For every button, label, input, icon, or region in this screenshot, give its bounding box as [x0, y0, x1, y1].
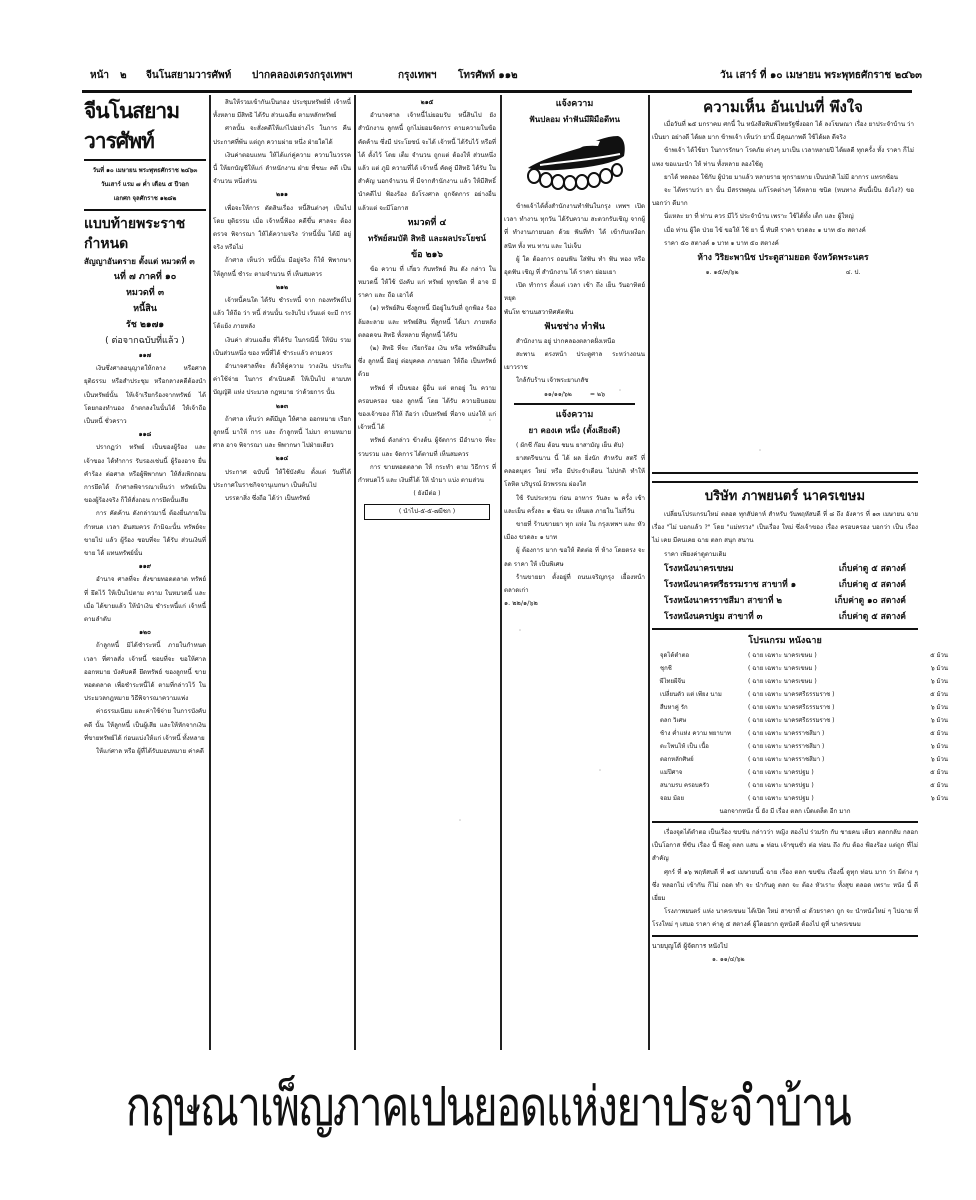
divider	[84, 209, 206, 211]
film-title: จุดไต้ตำตอ	[660, 651, 690, 659]
film-reels: ๕ ม้วน	[930, 768, 948, 776]
film-title: ช้าง ค่ำแห่ง ความ พยาบาท	[660, 729, 731, 737]
paragraph: ร้านขายยา ตั้งอยู่ที่ ถนนเจริญกรุง เยื้องหน้า ตลาดเก่า	[504, 573, 645, 595]
venue-price: เก็บค่าดู ๕ สตางค์	[838, 579, 906, 590]
film-reels: ๖ ม้วน	[930, 755, 948, 763]
issue-date: วัน เสาร์ ที่ ๑๐ เมษายน พระพุทธศักราช ๒๔๖๓	[720, 70, 922, 81]
paragraph: เพื่อจะให้การ ตัดสินเรื่อง หนี้สินต่างๆ เป็นไปโดย ยุติธรรม เมื่อ เจ้าหนี้ฟ้อง คดีขึ้น ศาลจะ ต้อง ตรวจ พิจารณา ให้ได้ความจริง ว่าหนี้นั้น ได้มี อยู่จริง หรือไม่	[213, 204, 351, 252]
paragraph: เจ้าหนี้คนใด ได้รับ ชำระหนี้ จาก กองทรัพย์ไป แล้ว ให้ถือ ว่า หนี้ ส่วนนั้น ระงับไป เว้นแต่ จะมี การ โต้แย้ง ภายหลัง	[213, 297, 351, 331]
venue-row	[652, 577, 918, 593]
article-number: ๒๑๓	[275, 402, 289, 410]
paragraph: การ คัดค้าน ดังกล่าวมานี้ ต้องยื่นภายในกำหนด เวลา อันสมควร ถ้ามิฉะนั้น ทรัพย์จะขายไป แล้ว ผู้ร้อง ชอบที่จะ ได้รับ ส่วนเงินที่ขาย ได้ แทนทรัพย์นั้น	[84, 510, 206, 558]
paragraph: เงินค่าตอบแทน ให้ได้แก่คู่ความ ความในวรรคนี้ ให้ยกบัญชีให้แก่ ลำหนักงาน ฝ่าย ที่ชนะ คดี เป็นจำนวน หนึ่งส่วน	[213, 151, 351, 186]
divider	[652, 481, 918, 483]
film-title: สืบหาคู่ รัก	[660, 703, 688, 711]
divider	[652, 628, 918, 630]
notice-title: แจ้งความ	[555, 409, 594, 420]
notice-heading: ฟันปลอม ทำฟันมีฝีมือดีทน	[529, 115, 620, 124]
paragraph: ประกาศ ฉบับนี้ ให้ใช้บังคับ ตั้งแต่ วันที่ได้ ประกาศในราชกิจจานุเบกษา เป็นต้นไป	[213, 468, 351, 489]
film-row	[652, 727, 948, 740]
paragraph: ถ้าศาล เห็นว่า หนี้นั้น มีอยู่จริง ก็ให้ พิพากษา ให้ลูกหนี้ ชำระ ตามจำนวน ที่ เห็นสมควร	[213, 257, 351, 278]
paragraph: อำนาจศาล เจ้าหนี้ไม่ยอมรับ หนี้สินไป ยัง สำนักงาน ลูกหนี้ ถูกไม่ยอมจัดการ ตามความในข้อ คัดค้าน ซึ่งมี ประโยชน์ จะได้ เจ้าหนี้ ได้รับไว้ หรือที่ได้ ตั้งไว้ โดย เต็ม จำนวน ถูกแต่ ต้องให้ ส่วนหนึ่ง แล้ว แต่ ภูมิ ความที่ได้ เจ้าหนี้ คัดคู่ มีสิทธิ ได้รับ ในสำคัญ นอกจำนวน ที่ มีจากสำนักงาน แล้ว ให้มีสิทธิ์ นำคดีไป ฟ้องร้อง ยังโรงศาล ถูกจัดการ อย่างอื่น แล้วแต่ จะมีโอกาส	[358, 112, 496, 212]
section-sub: นที่ ๗ ภาคที่ ๑๐	[113, 272, 177, 282]
paragraph: ผู้ ใด ต้องการ ถอนฟัน ใส่ฟัน ทำ ฟัน ทอง หรือ อุดฟัน เชิญ ที่ สำนักงาน ได้ ราคา ย่อมเยา	[504, 255, 645, 277]
continued-note: ( ต่อจากฉบับที่แล้ว )	[105, 336, 185, 346]
paragraph: นี่แหละ ยา ที่ ท่าน ควร มีไว้ ประจำบ้าน เพราะ ใช้ได้ทั้ง เด็ก และ ผู้ใหญ่	[664, 213, 854, 221]
chapter-title: ทรัพย์สมบัติ สิทธิ และผลประโยชน์	[367, 233, 487, 243]
date-line	[504, 388, 645, 401]
theatre-title: บริษัท ภาพยนตร์ นาครเขษม	[704, 489, 866, 504]
film-venue: ( ฉาย เฉพาะ นาครศรีธรรมราช )	[748, 716, 835, 724]
paragraph: อำนาจ ศาลที่จะ สั่งขายทอดตลาด ทรัพย์ที่ ยึดไว้ ให้เป็นไปตาม ความ ในหมวดนี้ และเมื่อ ได้ขายแล้ว ให้นำเงิน ชำระหนี้แก่ เจ้าหนี้ ตามลำดับ	[84, 576, 206, 624]
column-divider	[500, 95, 502, 1050]
film-reels: ๖ ม้วน	[930, 703, 948, 711]
paragraph: ข้อ ความ ที่ เกี่ยว กับทรัพย์ สิน ดัง กล่าว ใน หมวดนี้ ให้ใช้ บังคับ แก่ ทรัพย์ ทุกชนิด ที่ อาจ มี ราคา และ ถือ เอาได้	[358, 265, 496, 300]
chapter-label: หมวดที่ ๓	[126, 288, 164, 298]
issue-line: วันเสาร์ แรม ๗ ค่ำ เดือน ๕ ปีวอก	[101, 181, 189, 188]
film-row	[652, 766, 948, 779]
column-1	[84, 96, 206, 1051]
sig-date: ๑. ๑๕/๓/๖๒	[705, 269, 739, 277]
film-title: ชุกชี	[660, 664, 672, 672]
paragraph: บรรดาสิ่ง ซึ่งถือ ได้ว่า เป็นทรัพย์	[225, 495, 310, 503]
paragraph: ใช้ รับประทาน ก่อน อาหาร วันละ ๒ ครั้ง เช้า และเย็น ครั้งละ ๑ ช้อน จะ เห็นผล ภายใน ไม่กี่วัน	[504, 494, 645, 515]
film-row	[652, 740, 948, 753]
office-location: ปากคลองเตรงกรุงเทพฯ	[252, 70, 353, 81]
paragraph: ข้าพเจ้า ได้ใช้ยา ในการรักษา โรคภัย ต่างๆ มาเป็น เวลาหลายปี ได้ผลดี ทุกครั้ง ทั้ง ราคา ก็ไม่แพง ขอแนะนำ ให้ ท่าน ทั้งหลาย ลองใช้ดู	[652, 147, 914, 168]
section-rule	[652, 472, 918, 474]
masthead: จีนโนสยามวารศัพท์	[84, 98, 180, 153]
film-title: ตะโพนไห้ เป็น เนื้อ	[660, 742, 709, 750]
article-number: ๑๑๘	[138, 431, 152, 439]
phone-label: โทรศัพท์ ๑๑๒	[458, 70, 518, 81]
film-reels: ๕ ม้วน	[930, 781, 948, 789]
article-number: ๑๑๗	[138, 352, 152, 359]
film-reels: ๖ ม้วน	[930, 677, 948, 685]
price-line: ราคา ๕๐ สตางค์ ๑ บาท ๑ บาท ๕๐ สตางค์	[664, 239, 779, 247]
venue-row	[652, 561, 918, 577]
signature-codes	[652, 266, 914, 279]
paragraph: สะพาน ตรงหน้า ประตูศาล ระหว่างถนนเยาวราช	[504, 351, 645, 372]
film-row	[652, 779, 948, 792]
date-suffix: = ๒๖	[589, 390, 606, 398]
film-title: ผีไทยผีจีน	[660, 677, 686, 685]
paragraph: ศุกร์ ที่ ๑๖ พฤหัสบดี ที่ ๑๕ เมษายนนี้ ฉาย เรื่อง ตลก ขบขัน เรื่องนี้ ดูทุก ท่อน มาก ว่า ผีต่าง ๆ ซึ่ง หลอกไม่ เข้ากัน ก็ไม่ ถอด ทำ จะ นำกันดู ตลก จะ ต้อง หัวเราะ ทั้งสุข ตลอด เพราะ หนัง นี้ ดีเยี่ยม	[652, 868, 918, 903]
footnote-box: ( นำไป-๕-๕-๗มีชก )	[364, 504, 490, 519]
paragraph: (๑) ทรัพย์สิน ซึ่งลูกหนี้ มีอยู่ในวันที่ ถูกฟ้อง ร้องล้มละลาย และ ทรัพย์สิน ที่ลูกหนี้ ได้มา ภายหลัง ตลอดจน สิทธิ ทั้งหลาย ที่ลูกหนี้ ได้รับ	[358, 305, 496, 339]
film-venue: ( ฉาย เฉพาะ นาครปฐม )	[748, 781, 814, 789]
issue-line: เอกศก จุลศักราช ๑๒๘๒	[113, 195, 177, 202]
signature: นายบุญโต้ ผู้จัดการ หนังไป	[652, 941, 728, 950]
venue-name: โรงหนังนครปฐม สาขาที่ ๓	[664, 611, 763, 622]
article-number: ๑๑๙	[138, 563, 152, 571]
column-2	[213, 96, 351, 1051]
continued-note: ( ยังมีต่อ )	[413, 490, 441, 498]
price-note: ราคา เพียงค่าดูตามเดิม	[664, 550, 727, 558]
film-title: ตลก วิเศษ	[660, 716, 687, 724]
city-label: กรุงเทพฯ	[398, 70, 437, 81]
film-row	[652, 675, 948, 688]
paragraph: ปรากฏว่า ทรัพย์ เป็นของผู้ร้อง และเจ้าของ ได้ทำการ รับรองเช่นนี้ ผู้ร้องอาจ ยื่นคำร้อง ต่อศาล หรือผู้พิพากษา ให้สั่งเพิกถอนการยึดได้ ถ้าศาลพิจารณาเห็นว่า ทรัพย์เป็นของผู้ร้องจริง ก็ให้สั่งถอน การยึดนั้นเสีย	[84, 444, 206, 505]
paragraph: ขายที่ ร้านขายยา ทุก แห่ง ใน กรุงเทพฯ และ หัวเมือง ขวดละ ๑ บาท	[504, 521, 645, 542]
notice-title: แจ้งความ	[555, 99, 594, 109]
divider	[652, 821, 918, 823]
paragraph: ให้แก่ศาล หรือ ผู้ที่ได้รับมอบหมาย ค่าคดี	[96, 748, 204, 756]
film-venue: ( ฉาย เฉพาะ นาครปฐม )	[748, 794, 814, 802]
venue-row	[652, 609, 918, 625]
paragraph: การ ขายทอดตลาด ให้ กระทำ ตาม วิธีการ ที่ กำหนดไว้ และ เงินที่ได้ ให้ นำมา แบ่ง ตามส่วน	[358, 463, 496, 485]
article-number: ๒๑๒	[275, 283, 289, 291]
column-divider	[209, 95, 211, 1050]
section-sub: สัญญาอันตราย ตั้งแต่ หมวดที่ ๓	[84, 257, 195, 266]
venue-price: เก็บค่าดู ๕ สตางค์	[838, 563, 906, 574]
film-venue: ( ฉาย เฉพาะ นาครปฐม )	[748, 768, 814, 776]
film-venue: ( ฉาย เฉพาะ นาครราชสีมา )	[748, 755, 825, 763]
venue-name: โรงหนังนาครเขษม	[664, 563, 734, 574]
paragraph: โรงภาพยนตร์ แห่ง นาครเขษม ได้เปิด ใหม่ สาขาที่ ๔ ด้วยราคา ถูก จะ นำหนังใหม่ ๆ ไปฉาย ที่ โรงใหม่ ๆ เสมอ ราคา ค่าดู ๕ สตางค์ ผู้ใดอยาก ดูหนังดี ต้องไป ดูที่ นาครเขษม	[652, 908, 918, 929]
notice-heading: ยา คองเต หนึ่ง (ตั้งเสียงดี)	[528, 425, 621, 435]
film-row	[652, 662, 948, 675]
article-number: ๑๒๐	[139, 629, 151, 637]
divider	[514, 403, 635, 405]
program-footer: นอกจากหนัง นี้ ยัง มี เรื่อง ตลก เบ็ดเตล็ด อีก มาก	[719, 807, 851, 815]
article-number: ๒๑๕	[420, 99, 434, 106]
footer-advertisement: กฤษณาเพ็ญภาคเปนยอดแห่งยาประจำบ้าน	[125, 1075, 851, 1138]
program-title: โปรแกรม หนังฉาย	[748, 635, 822, 646]
paragraph: สำนักงาน อยู่ ปากคลองตลาดฝั่งเหนือ	[516, 337, 616, 345]
film-reels: ๕ ม้วน	[930, 690, 948, 698]
paragraph: เมื่อ ท่าน ผู้ใด ป่วย ไข้ ขอให้ ใช้ ยา นี้ ทันที ราคา ขวดละ ๑ บาท ๕๐ สตางค์	[664, 226, 866, 234]
film-venue: ( ฉาย เฉพาะ นาครศรีธรรมราช )	[748, 703, 835, 711]
film-venue: ( ฉาย เฉพาะ นาครราชสีมา )	[748, 729, 825, 737]
film-title: เปลี่ยนตัว แต่ เพียง นาม	[660, 690, 722, 698]
film-row	[652, 649, 948, 662]
film-reels: ๖ ม้วน	[930, 716, 948, 724]
paragraph: เปลี่ยนโปรแกรมใหม่ ตลอด ทุกสัปดาห์ สำหรับ วันพฤหัสบดี ที่ ๘ ถึง อังคาร ที่ ๑๓ เมษายน ฉาย เรื่อง "ไม่ บอกแล้ว ?" โดย "แม่ทรวง" เป็นเรื่อง ใหม่ ซึ่งเจ้าของ เรื่อง ครอบครอง บอกว่า เป็น เรื่อง ไม่ เคย มีคนเคย ฉาย ตลก สนุก สนาน	[652, 511, 918, 545]
paragraph: ถ้าศาล เห็นว่า คดีมีมูล ให้ศาล ออกหมาย เรียก ลูกหนี้ มาให้ การ และ ถ้าลูกหนี้ ไม่มา ตามหมาย ศาล อาจ พิจารณา และ พิพากษา ไปฝ่ายเดียว	[213, 415, 351, 450]
column-4	[504, 96, 645, 1051]
paragraph: เงินซึ่งศาลอนุญาตให้กลาง หรือศาล ยุติธรรม หรือสำประชุม หรือกลางคดีต้องนำ เป็นทรัพย์นั้น ให้เจ้าเรียกร้องจากทรัพย์ ได้ โดยกองทำนอง ถ้าตกลงในนั้นได้ ให้เจ้าถือ เป็นหนี้ ชั่วคราว	[84, 365, 206, 426]
header-rule	[82, 90, 912, 93]
page-number: ๒	[120, 70, 127, 81]
film-title: แม่ปีศาจ	[660, 768, 683, 776]
film-row	[652, 753, 948, 766]
chapter-title: หนี้สิน	[133, 304, 157, 314]
testimonial-headline: ความเห็น อันเปนที่ พึงใจ	[703, 98, 863, 116]
film-reels: ๕ ม้วน	[930, 729, 948, 737]
film-title: สนามรบ ครอบครัว	[660, 781, 710, 789]
article-number: ๒๑๔	[275, 455, 289, 463]
paragraph: เปิด ทำการ ตั้งแต่ เวลา เช้า ถึง เย็น วันอาทิตย์ หยุด	[504, 282, 645, 303]
film-venue: ( ฉาย เฉพาะ นาครเขษม )	[748, 677, 817, 685]
article-number: ๒๑๑	[276, 191, 288, 199]
signature: ห้าง วิริยะพานิช ประตูสามยอด จังหวัดพระนคร	[697, 253, 869, 264]
issue-line: วันที่ ๑๐ เมษายน พระพุทธศักราช ๒๔๖๓	[92, 167, 198, 174]
film-venue: ( ฉาย เฉพาะ นาครราชสีมา )	[748, 742, 825, 750]
paragraph: ทรัพย์ ดังกล่าว ข้างต้น ผู้จัดการ มีอำนาจ ที่จะ รวบรวม และ จัดการ ได้ตามที่ เห็นสมควร	[358, 437, 496, 458]
date-code: ๑. ๒๒/๑/๖๒	[504, 599, 538, 608]
sig-date: ๑. ๑๑/๔/๖๒	[712, 955, 745, 963]
film-row	[652, 688, 948, 701]
rule-number: รัช ๒๑๗๑	[125, 320, 165, 330]
sig-code: ๔. ป.	[845, 269, 861, 277]
column-divider	[354, 95, 356, 1050]
paragraph: ศาลนั้น จะสั่งคดีให้แก่ไปอย่างไร ในการ คืนประกาศที่พ้น แต่ถูก ความผ่าย หนึ่ง ฝ่ายใดได้	[213, 125, 351, 146]
paragraph: อำนาจศาลที่จะ สั่งให้คู่ความ วางเงิน ประกัน ค่าใช้จ่าย ในการ ดำเนินคดี ให้เป็นไป ตามบท บัญญัติ แห่ง ประมวล กฎหมาย ว่าด้วยการ นั้น	[213, 363, 351, 397]
paragraph: ข้าพเจ้าได้ตั้งสำนักงานทำฟันในกรุง เทพฯ เปิด เวลา ทำงาน ทุกวัน ได้รับความ สะดวกรับเชิญ จากผู้ที่ ทำงานภายนอก ด้วย ฟันที่ทำ ได้ เข้ากับเหงือก สนิท ทั้ง ทน ทาน และ ไม่เจ็บ	[504, 203, 645, 250]
chapter-label: หมวดที่ ๔	[407, 217, 447, 228]
paragraph: เงินค่า ส่วนเฉลี่ย ที่ได้รับ ในกรณีนี้ ให้นับ รวม เป็นส่วนหนึ่ง ของ หนี้ที่ได้ ชำระแล้ว ตามควร	[213, 336, 351, 357]
film-title: จอม ม้อย	[660, 794, 685, 802]
film-row	[652, 714, 948, 727]
film-venue: ( ฉาย เฉพาะ นาครศรีธรรมราช )	[748, 690, 835, 698]
paragraph: เมื่อวันที่ ๒๕ มกราคม ศกนี้ ใน หนังสือพิมพ์ไทยรัฐซึ่งออก ได้ ลงโฆษณา เรื่อง ยาประจำบ้าน ว่า เป็นยา อย่างดี ได้ผล มาก ข้าพเจ้า เห็นว่า ยานี้ มีคุณภาพดี ใช้ได้ผล ดีจริง	[652, 121, 914, 142]
film-row	[652, 701, 948, 714]
subnotice-title: ฟันชช่าง ทำฟัน	[544, 321, 605, 332]
venue-row	[652, 593, 918, 609]
paragraph: จะ ได้ทราบว่า ยา นั้น มีสรรพคุณ แก้โรคต่างๆ ได้หลาย ชนิด (หนทาง คืนนี้เป็น ยังไง?) ขอ บอกว่า ดีมาก	[652, 187, 914, 208]
paragraph: (๒) สิทธิ ที่จะ เรียกร้อง เงิน หรือ ทรัพย์สินอื่น ซึ่ง ลูกหนี้ มีอยู่ ต่อบุคคล ภายนอก ให้ถือ เป็นทรัพย์ ด้วย	[358, 345, 496, 379]
page-label: หน้า	[90, 70, 110, 81]
address-label: พันโท ชานนสวาทิศคัตฟัน	[504, 308, 574, 316]
film-reels: ๖ ม้วน	[930, 742, 948, 750]
film-title: ตอกหลักศิษย์	[660, 755, 694, 763]
paragraph: ใกล้กับร้าน เจ้าพระยาเภสัช	[516, 377, 589, 385]
paragraph: ยาได้ ทดลอง ใช้กับ ผู้ป่วย มาแล้ว หลายราย ทุกรายหาย เป็นปกติ ไม่มี อาการ แทรกซ้อน	[664, 173, 898, 181]
film-row	[652, 792, 948, 805]
dentures-illustration-icon	[520, 132, 630, 194]
date-code: ๑๑/๑๑/๖๒	[543, 390, 572, 398]
section-title: แบบท้ายพระราชกำหนด	[84, 216, 186, 252]
column-3	[358, 96, 496, 1051]
paragraph: เรื่องจุดไต้ตำตอ เป็นเรื่อง ขบขัน กล่าวว่า หญิง สองไป ร่วมรัก กับ ชายคน เดียว ตลกกลับ กลอก เป็นโอกาส ที่ขัน เรื่อง นี้ พึงดู ตลก แสน ๑ ท่อน เจ้าขุนชั่ว ต่อ ท่อน ถึง กับ ต้อง ฟ้องร้อง แต่ถูก ที่ไม่ สำคัญ	[652, 829, 918, 863]
publication-name: จีนโนสยามวารศัพท์	[146, 70, 232, 81]
paragraph: ค่าธรรมเนียม และค่าใช้จ่าย ในการบังคับคดี นั้น ให้ลูกหนี้ เป็นผู้เสีย และให้หักจากเงิน ที่ขายทรัพย์ได้ ก่อนแบ่งให้แก่ เจ้าหนี้ ทั้งหลาย	[84, 708, 206, 742]
film-reels: ๖ ม้วน	[930, 794, 948, 802]
divider	[652, 935, 918, 937]
column-5-theatre	[652, 478, 948, 1053]
venue-name: โรงหนังนาครราชสีมา สาขาที่ ๒	[664, 595, 783, 606]
paragraph: ทรัพย์ ที่ เป็นของ ผู้อื่น แต่ ตกอยู่ ใน ความครอบครอง ของ ลูกหนี้ โดย ได้รับ ความยินยอม ของเจ้าของ ก็ให้ ถือว่า เป็นทรัพย์ ที่อาจ แบ่งให้ แก่ เจ้าหนี้ ได้	[358, 384, 496, 432]
column-5-testimonial	[652, 96, 914, 471]
divider	[84, 159, 206, 161]
venue-price: เก็บค่าดู ๕ สตางค์	[838, 611, 906, 622]
paragraph: ยาสตรีขนาน นี้ ได้ ผล ยิ่งนัก สำหรับ สตรี ที่ คลอดบุตร ใหม่ หรือ มีประจำเดือน ไม่ปกติ ทำให้ โลหิต บริบูรณ์ ผิวพรรณ ผ่องใส	[504, 455, 645, 489]
film-reels: ๕ ม้วน	[930, 651, 948, 659]
venue-price: เก็บค่าดู ๑๐ สตางค์	[834, 595, 906, 606]
rule-number: ข้อ ๒๑๖	[410, 249, 444, 260]
notice-sub: ( ผักชี ก๊อม ต้อน ชมน ยาสามัญ เย็น ตับ)	[516, 441, 624, 449]
film-venue: ( ฉาย เฉพาะ นาครเขษม )	[748, 664, 817, 672]
running-header	[80, 66, 922, 86]
column-divider	[648, 95, 650, 1050]
film-venue: ( ฉาย เฉพาะ นาครเขษม )	[748, 651, 817, 659]
paragraph: สินให้รวมเข้ากันเป็นกอง ประชุมทรัพย์ที่ เจ้าหนี้ทั้งหลาย มีสิทธิ ได้รับ ส่วนเฉลี่ย ตามหลักทรัพย์	[213, 99, 351, 120]
paragraph: ผู้ ต้องการ มาก ขอให้ ติดต่อ ที่ ห้าง โดยตรง จะ ลด ราคา ให้ เป็นพิเศษ	[504, 547, 645, 568]
film-reels: ๖ ม้วน	[930, 664, 948, 672]
venue-name: โรงหนังนาครศรีธรรมราช สาขาที่ ๑	[664, 579, 797, 590]
paragraph: ถ้าลูกหนี้ มิได้ชำระหนี้ ภายในกำหนดเวลา ที่ศาลสั่ง เจ้าหนี้ ชอบที่จะ ขอให้ศาล ออกหมาย บังคับคดี ยึดทรัพย์ ของลูกหนี้ ขายทอดตลาด เพื่อชำระหนี้ได้ ตามที่กล่าวไว้ ในประมวลกฎหมาย วิธีพิจารณาความแพ่ง	[84, 642, 206, 703]
